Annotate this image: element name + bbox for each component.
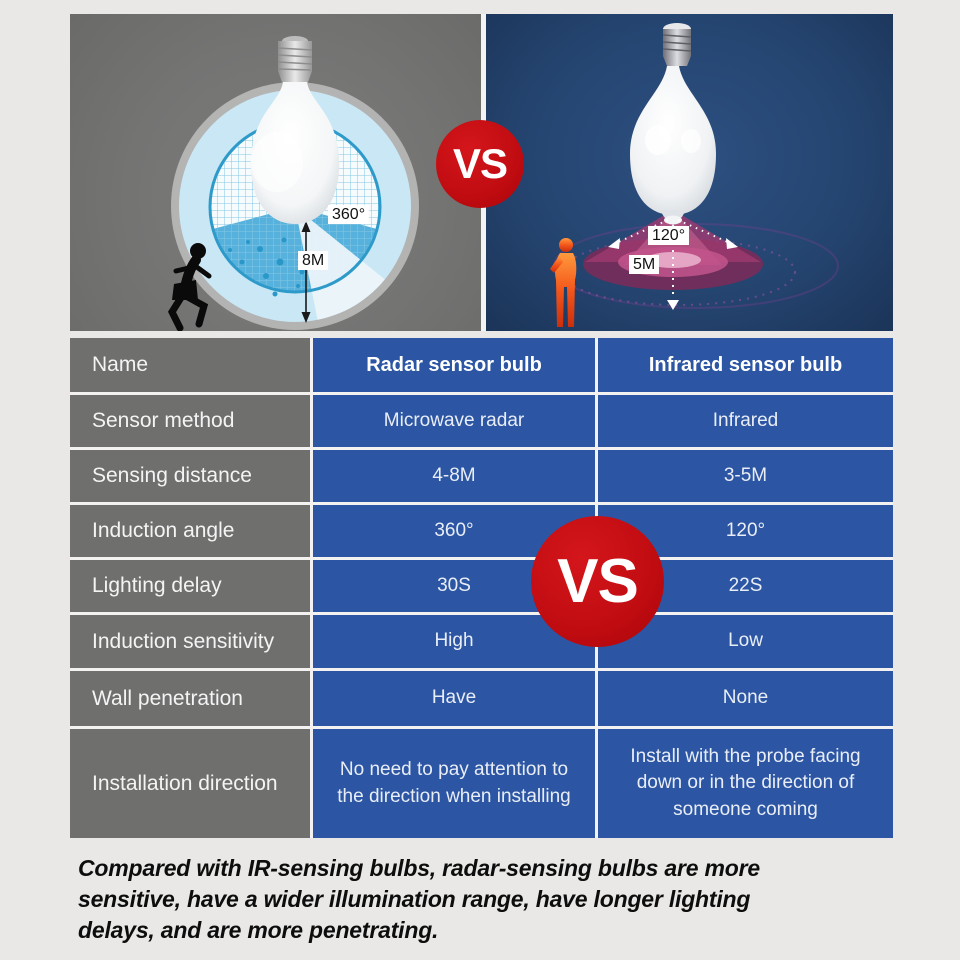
row-infrared-value: 120°: [598, 505, 893, 557]
row-radar-value: 30S: [313, 560, 595, 612]
row-radar-value: Microwave radar: [313, 395, 595, 447]
footer-note-line: Compared with IR-sensing bulbs, radar-sensing bulbs are more: [78, 855, 760, 881]
header-infrared: Infrared sensor bulb: [598, 338, 893, 392]
infrared-bulb-image: [630, 23, 716, 225]
radar-bulb-image: [251, 36, 339, 224]
row-label: Installation direction: [70, 729, 310, 838]
ir-angle-label: 120°: [648, 226, 689, 245]
radar-bulb-panel: [70, 14, 481, 331]
row-radar-value: Have: [313, 671, 595, 726]
row-radar-value: High: [313, 615, 595, 668]
row-radar-value: No need to pay attention to the direction when installing: [313, 729, 595, 838]
row-radar-value: 4-8M: [313, 450, 595, 502]
footer-note-line: sensitive, have a wider illumination range, have longer lighting: [78, 886, 751, 912]
row-infrared-value: 22S: [598, 560, 893, 612]
row-label: Wall penetration: [70, 671, 310, 726]
row-label: Lighting delay: [70, 560, 310, 612]
row-label: Induction sensitivity: [70, 615, 310, 668]
footer-note-line: delays, and are more penetrating.: [78, 917, 439, 943]
comparison-table: [70, 338, 893, 838]
header-radar: Radar sensor bulb: [313, 338, 595, 392]
vs-badge-top: VS: [436, 120, 524, 208]
row-radar-value: 360°: [313, 505, 595, 557]
row-label: Induction angle: [70, 505, 310, 557]
footer-note: [78, 853, 908, 946]
row-label: Sensor method: [70, 395, 310, 447]
header-name: Name: [70, 338, 310, 392]
row-label: Sensing distance: [70, 450, 310, 502]
radar-range-diagram: [70, 14, 481, 331]
radar-angle-label: 360°: [328, 205, 369, 224]
vs-badge-table: VS: [531, 516, 664, 647]
row-infrared-value: Infrared: [598, 395, 893, 447]
standing-person-icon: [550, 238, 576, 327]
radar-distance-label: 8M: [298, 251, 328, 270]
ir-distance-label: 5M: [629, 255, 659, 274]
row-infrared-value: Low: [598, 615, 893, 668]
row-infrared-value: Install with the probe facing down or in the direction of someone coming: [598, 729, 893, 838]
infrared-bulb-panel: [486, 14, 893, 331]
infrared-range-diagram: [486, 14, 893, 331]
row-infrared-value: 3-5M: [598, 450, 893, 502]
row-infrared-value: None: [598, 671, 893, 726]
